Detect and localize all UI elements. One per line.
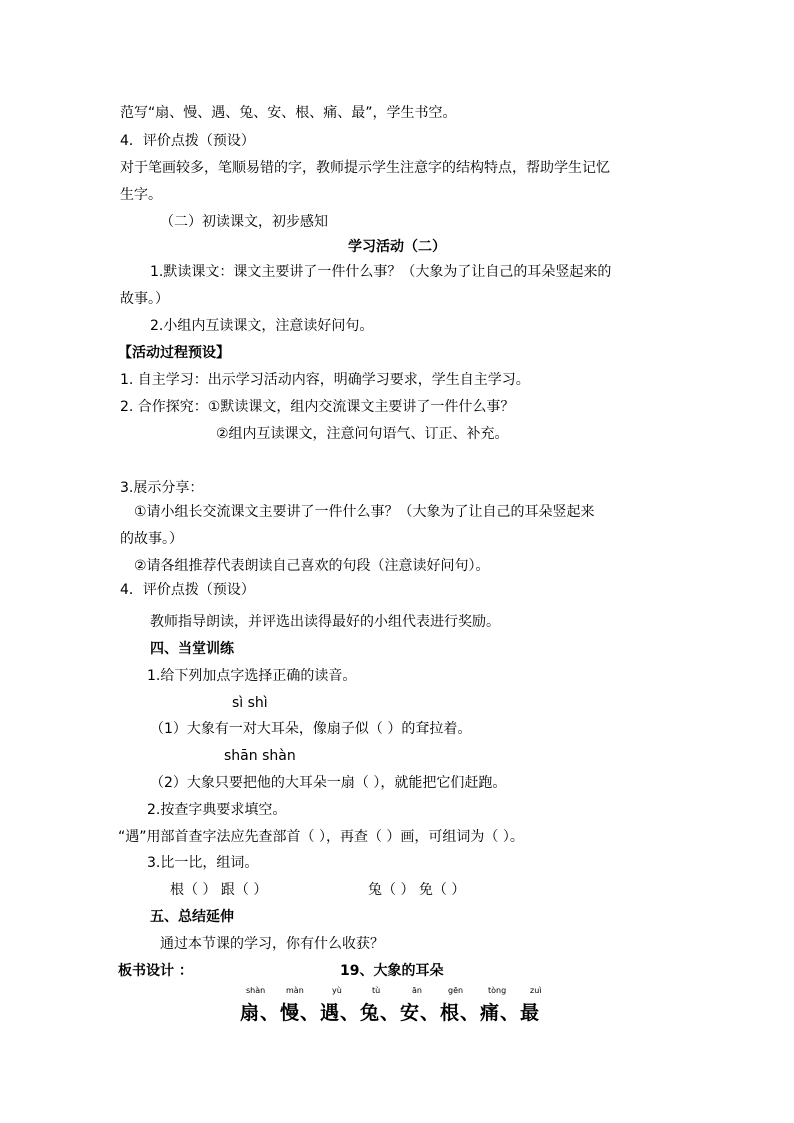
exercise-3-pair-1: 根（ ） 跟（ ）	[170, 882, 268, 898]
paragraph-teacher-hint: 对于笔画较多，笔顺易错的字，教师提示学生注意字的结构特点，帮助学生记忆	[120, 160, 610, 176]
heading-evaluation: 4．评价点拨（预设）	[120, 133, 255, 149]
board-pinyin: gēn	[448, 986, 464, 995]
exercise-2-question: “遇”用部首查字法应先查部首（ ），再查（ ）画，可组词为（ ）。	[118, 829, 524, 845]
process-step-3: 3.展示分享：	[120, 480, 204, 496]
exercise-2: 2.按查字典要求填空。	[147, 802, 287, 818]
section-practice: 四、当堂训练	[150, 641, 234, 657]
heading-evaluation-2: 4．评价点拨（预设）	[120, 582, 255, 598]
board-design-label: 板书设计 ：	[118, 963, 193, 979]
exercise-1-sentence-2: （2）大象只要把他的大耳朵一扇（ ），就能把它们赶跑。	[150, 775, 507, 791]
share-item-2: ②请各组推荐代表朗读自己喜欢的句段（注意读好问句）。	[134, 558, 490, 574]
activity-item-2: 2.小组内互读课文，注意读好问句。	[150, 318, 374, 334]
activity-item-1: 1.默读课文：课文主要讲了一件什么事？（大象为了让自己的耳朵竖起来的	[150, 264, 612, 280]
section-summary: 五、总结延伸	[150, 909, 234, 925]
paragraph-teacher-hint-cont: 生字。	[120, 187, 162, 203]
board-pinyin: ān	[412, 986, 422, 995]
activity-item-1-cont: 故事。）	[120, 291, 169, 307]
board-pinyin: màn	[286, 986, 304, 995]
exercise-1: 1.给下列加点字选择正确的读音。	[147, 668, 357, 684]
board-lesson-title: 19、大象的耳朵	[340, 963, 444, 979]
board-pinyin: yù	[332, 986, 342, 995]
paragraph-write-demo: 范写“扇、慢、遇、兔、安、根、痛、最”，学生书空。	[120, 105, 457, 121]
board-characters: 扇、慢、遇、兔、安、根、痛、最	[240, 1002, 541, 1024]
board-pinyin: tù	[372, 986, 381, 995]
process-step-2-cont: ②组内互读课文，注意问句语气、订正、补充。	[216, 426, 509, 442]
exercise-3-pair-2: 兔（ ） 免（ ）	[368, 882, 466, 898]
paragraph-reading-guidance: 教师指导朗读，并评选出读得最好的小组代表进行奖励。	[150, 614, 500, 630]
board-pinyin: shàn	[246, 986, 266, 995]
exercise-3: 3.比一比，组词。	[147, 855, 259, 871]
exercise-1-sentence-1: （1）大象有一对大耳朵，像扇子似（ ）的耷拉着。	[150, 721, 472, 737]
exercise-1-pinyin-b: shān shàn	[224, 748, 296, 764]
process-step-2: 2. 合作探究：①默读课文，组内交流课文主要讲了一件什么事？	[120, 399, 515, 415]
share-item-1-cont: 的故事。）	[120, 531, 183, 547]
heading-activity-process: 【活动过程预设】	[118, 345, 230, 361]
activity-title: 学习活动（二）	[348, 239, 446, 255]
board-pinyin: tòng	[488, 986, 507, 995]
section-first-reading: （二）初读课文，初步感知	[160, 214, 328, 230]
paragraph-summary-question: 通过本节课的学习，你有什么收获？	[160, 936, 384, 952]
share-item-1: ①请小组长交流课文主要讲了一件什么事？（大象为了让自己的耳朵竖起来	[134, 504, 595, 520]
exercise-1-pinyin-a: sì shì	[232, 695, 268, 711]
process-step-1: 1. 自主学习：出示学习活动内容，明确学习要求，学生自主学习。	[120, 372, 530, 388]
board-pinyin: zuì	[530, 986, 542, 995]
